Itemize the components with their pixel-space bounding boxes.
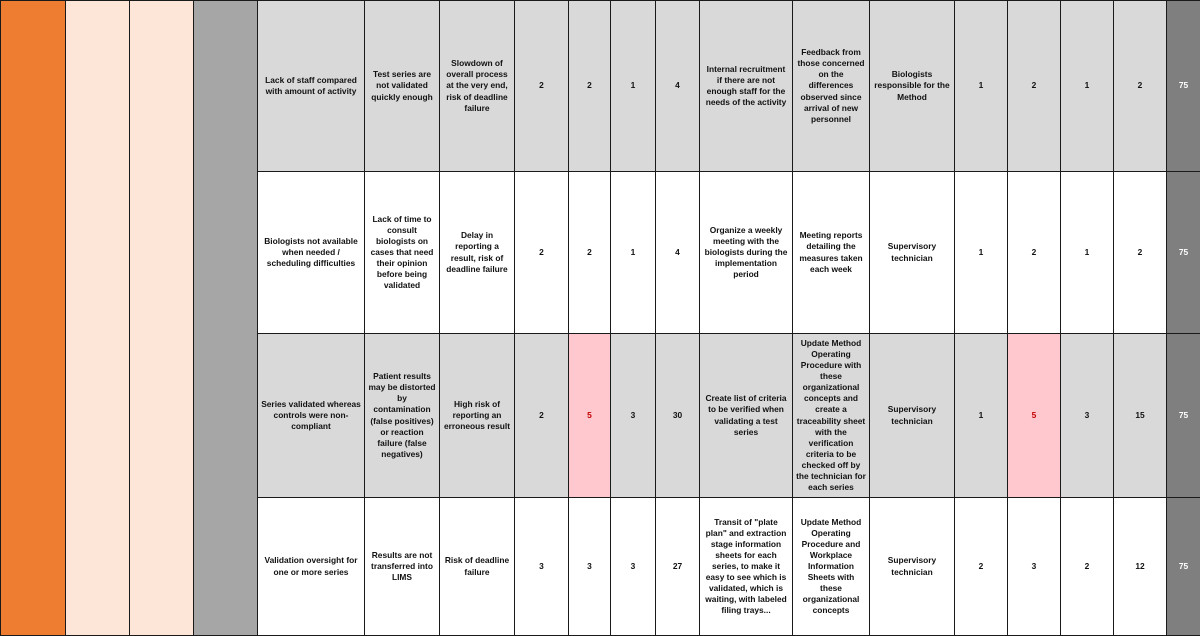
stage-column (194, 1, 258, 636)
failure-mode-cell: Lack of time to consult biologists on cases that need their opinion before being validated (365, 172, 440, 334)
severity-cell: 2 (515, 334, 569, 498)
residual-frequency-cell-highlighted: 5 (1008, 334, 1061, 498)
residual-detectability-cell: 1 (1061, 1, 1114, 172)
residual-criticality-cell: 15 (1114, 334, 1167, 498)
action-cell: Organize a weekly meeting with the biologists during the implementation period (700, 172, 793, 334)
indicator-cell: Meeting reports detailing the measures taken each week (793, 172, 870, 334)
cause-cell: Series validated whereas controls were non-compliant (258, 334, 365, 498)
indicator-cell: Update Method Operating Procedure with these organizational concepts and create a traceability sheet with the verification criteria to be checked off by the technician for each series (793, 334, 870, 498)
effect-cell: Slowdown of overall process at the very end, risk of deadline failure (440, 1, 515, 172)
responsible-cell: Biologists responsible for the Method (870, 1, 955, 172)
residual-detectability-cell: 1 (1061, 172, 1114, 334)
residual-severity-cell: 1 (955, 1, 1008, 172)
table-row (1, 1, 1200, 172)
process-substep-column (130, 1, 194, 636)
frequency-cell-highlighted: 5 (569, 334, 611, 498)
process-color-band (1, 1, 66, 636)
criticality-cell: 30 (656, 334, 700, 498)
total-score-cell: 75 (1167, 1, 1200, 172)
process-step-column (66, 1, 130, 636)
criticality-cell: 4 (656, 172, 700, 334)
residual-detectability-cell: 3 (1061, 334, 1114, 498)
detectability-cell: 1 (611, 1, 656, 172)
residual-severity-cell: 1 (955, 172, 1008, 334)
severity-cell: 2 (515, 172, 569, 334)
residual-frequency-cell: 2 (1008, 172, 1061, 334)
responsible-cell: Supervisory technician (870, 172, 955, 334)
residual-frequency-cell: 3 (1008, 498, 1061, 636)
effect-cell: Risk of deadline failure (440, 498, 515, 636)
criticality-cell: 27 (656, 498, 700, 636)
total-score-cell: 75 (1167, 172, 1200, 334)
frequency-cell: 2 (569, 1, 611, 172)
frequency-cell: 3 (569, 498, 611, 636)
detectability-cell: 3 (611, 334, 656, 498)
indicator-cell: Feedback from those concerned on the differences observed since arrival of new personnel (793, 1, 870, 172)
effect-cell: High risk of reporting an erroneous result (440, 334, 515, 498)
residual-criticality-cell: 2 (1114, 172, 1167, 334)
effect-cell: Delay in reporting a result, risk of deadline failure (440, 172, 515, 334)
criticality-cell: 4 (656, 1, 700, 172)
residual-criticality-cell: 2 (1114, 1, 1167, 172)
action-cell: Transit of "plate plan" and extraction stage information sheets for each series, to make it easy to see which is validated, which is waiting, with labeled filing trays... (700, 498, 793, 636)
residual-severity-cell: 1 (955, 334, 1008, 498)
severity-cell: 2 (515, 1, 569, 172)
cause-cell: Biologists not available when needed / scheduling difficulties (258, 172, 365, 334)
indicator-cell: Update Method Operating Procedure and Workplace Information Sheets with these organizational concepts (793, 498, 870, 636)
failure-mode-cell: Patient results may be distorted by contamination (false positives) or reaction failure (false negatives) (365, 334, 440, 498)
residual-detectability-cell: 2 (1061, 498, 1114, 636)
total-score-cell: 75 (1167, 498, 1200, 636)
severity-cell: 3 (515, 498, 569, 636)
responsible-cell: Supervisory technician (870, 334, 955, 498)
detectability-cell: 1 (611, 172, 656, 334)
failure-mode-cell: Test series are not validated quickly enough (365, 1, 440, 172)
detectability-cell: 3 (611, 498, 656, 636)
residual-frequency-cell: 2 (1008, 1, 1061, 172)
total-score-cell: 75 (1167, 334, 1200, 498)
frequency-cell: 2 (569, 172, 611, 334)
residual-severity-cell: 2 (955, 498, 1008, 636)
failure-mode-cell: Results are not transferred into LIMS (365, 498, 440, 636)
cause-cell: Lack of staff compared with amount of activity (258, 1, 365, 172)
cause-cell: Validation oversight for one or more series (258, 498, 365, 636)
action-cell: Internal recruitment if there are not enough staff for the needs of the activity (700, 1, 793, 172)
residual-criticality-cell: 12 (1114, 498, 1167, 636)
responsible-cell: Supervisory technician (870, 498, 955, 636)
action-cell: Create list of criteria to be verified when validating a test series (700, 334, 793, 498)
